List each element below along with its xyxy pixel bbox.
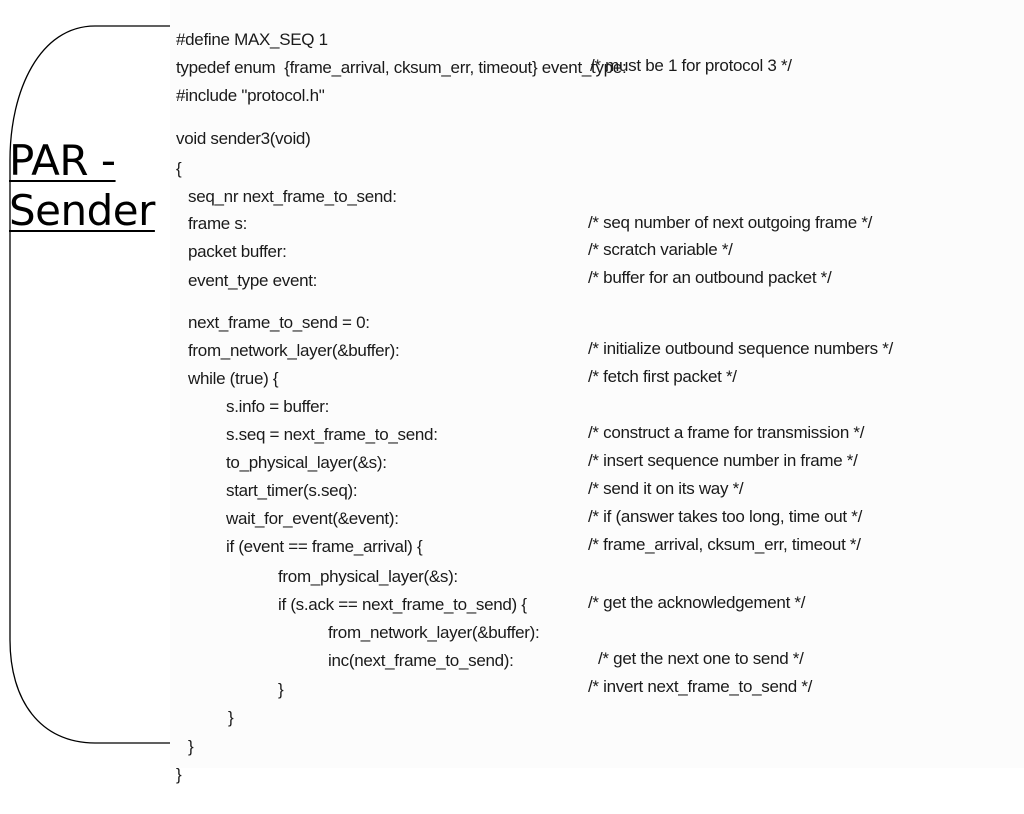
- code-comment: /* construct a frame for transmission */: [588, 423, 865, 442]
- slide-title: [9, 136, 155, 236]
- code-text: if (s.ack == next_frame_to_send) {: [278, 595, 527, 614]
- code-comment: /* fetch first packet */: [588, 367, 737, 386]
- code-comment: /* get the next one to send */: [598, 649, 804, 668]
- code-text: from_network_layer(&buffer):: [328, 623, 540, 642]
- code-comment: /* must be 1 for protocol 3 */: [590, 56, 792, 75]
- code-line: [170, 651, 284, 699]
- code-listing: [170, 0, 1024, 784]
- code-text: s.seq = next_frame_to_send:: [226, 425, 438, 444]
- code-comment: /* send it on its way */: [588, 479, 744, 498]
- code-comment: /* frame_arrival, cksum_err, timeout */: [588, 535, 861, 554]
- code-text: s.info = buffer:: [226, 397, 330, 416]
- code-text: void sender3(void): [176, 129, 311, 148]
- code-text: from_network_layer(&buffer):: [188, 341, 400, 360]
- code-text: }: [188, 737, 194, 756]
- slide-title-line-1: PAR -: [9, 136, 116, 185]
- code-text: next_frame_to_send = 0:: [188, 313, 370, 332]
- code-comment: /* if (answer takes too long, time out */: [588, 507, 863, 526]
- code-comment: /* scratch variable */: [588, 240, 733, 259]
- code-text: if (event == frame_arrival) {: [226, 537, 423, 556]
- code-text: inc(next_frame_to_send):: [328, 651, 514, 670]
- code-text: }: [278, 680, 284, 699]
- code-text: event_type event:: [188, 271, 318, 290]
- code-text: typedef enum {frame_arrival, cksum_err, timeout} event_type:: [176, 58, 627, 77]
- code-text: while (true) {: [188, 369, 279, 388]
- code-text: start_timer(s.seq):: [226, 481, 358, 500]
- code-text: {: [176, 159, 182, 178]
- code-text: #define MAX_SEQ 1: [176, 30, 328, 49]
- code-comment: /* buffer for an outbound packet */: [588, 268, 832, 287]
- code-text: seq_nr next_frame_to_send:: [188, 187, 397, 206]
- slide-title-line-2: Sender: [9, 186, 155, 235]
- code-comment: /* insert sequence number in frame */: [588, 451, 858, 470]
- code-line: [170, 340, 279, 388]
- code-line: [170, 708, 194, 756]
- code-line: [170, 57, 325, 105]
- code-line: [170, 130, 188, 178]
- code-text: }: [176, 765, 182, 784]
- code-text: #include "protocol.h": [176, 86, 325, 105]
- left-bracket-decoration: [0, 0, 180, 768]
- code-comment: /* seq number of next outgoing frame */: [588, 213, 873, 232]
- code-text: frame s:: [188, 214, 248, 233]
- code-text: packet buffer:: [188, 242, 287, 261]
- code-comment: /* invert next_frame_to_send */: [588, 677, 813, 696]
- code-line: [170, 679, 234, 727]
- code-text: }: [228, 708, 234, 727]
- code-comment: /* get the acknowledgement */: [588, 593, 806, 612]
- code-line: [170, 100, 311, 148]
- code-text: from_physical_layer(&s):: [278, 567, 458, 586]
- code-text: wait_for_event(&event):: [226, 509, 399, 528]
- code-comment: /* initialize outbound sequence numbers */: [588, 339, 893, 358]
- code-text: to_physical_layer(&s):: [226, 453, 387, 472]
- code-line: [170, 736, 188, 784]
